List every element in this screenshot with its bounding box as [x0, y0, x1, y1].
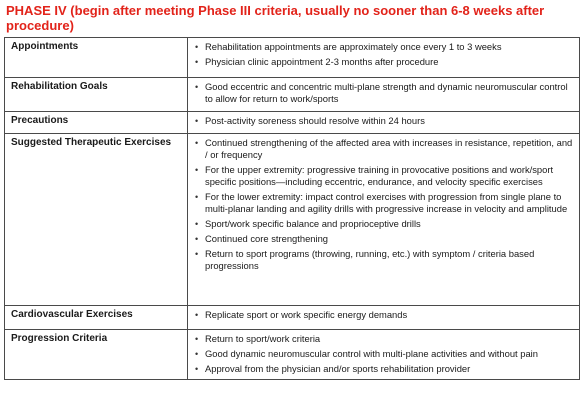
list-item — [194, 348, 573, 360]
list-item — [194, 137, 573, 161]
list-item-text: Continued core strengthening — [205, 233, 329, 244]
bullet-list — [194, 137, 573, 272]
list-item-text: Continued strengthening of the affected area with increases in resistance, repetition, and / or frequency — [205, 137, 573, 160]
list-item-text: Return to sport programs (throwing, running, etc.) with symptom / criteria based progressions — [205, 248, 535, 271]
list-item-text: Sport/work specific balance and proprioceptive drills — [205, 218, 421, 229]
row-label: Precautions — [5, 112, 188, 134]
bullet-icon: • — [195, 57, 199, 67]
bullet-icon: • — [195, 334, 199, 344]
row-label: Suggested Therapeutic Exercises — [5, 134, 188, 306]
list-item — [194, 41, 573, 53]
list-item — [194, 218, 573, 230]
bullet-icon: • — [195, 219, 199, 229]
list-item-text: Good eccentric and concentric multi-plane strength and dynamic neuromuscular control to allow for return to work/sports — [205, 81, 568, 104]
list-item — [194, 309, 573, 321]
bullet-icon: • — [195, 192, 199, 202]
list-item — [194, 333, 573, 345]
table-row — [5, 330, 580, 380]
list-item — [194, 56, 573, 68]
bullet-icon: • — [195, 116, 199, 126]
list-item-text: Approval from the physician and/or sports rehabilitation provider — [205, 363, 471, 374]
protocol-table-body — [5, 38, 580, 380]
list-item-text: Replicate sport or work specific energy demands — [205, 309, 408, 320]
list-item — [194, 363, 573, 375]
table-row — [5, 38, 580, 78]
row-label: Rehabilitation Goals — [5, 78, 188, 112]
bullet-list — [194, 115, 573, 127]
bullet-icon: • — [195, 249, 199, 259]
bullet-list — [194, 333, 573, 375]
table-row — [5, 78, 580, 112]
bullet-icon: • — [195, 165, 199, 175]
list-item-text: Post-activity soreness should resolve within 24 hours — [205, 115, 425, 126]
row-label: Progression Criteria — [5, 330, 188, 380]
row-items — [188, 78, 580, 112]
list-item-text: Good dynamic neuromuscular control with multi-plane activities and without pain — [205, 348, 538, 359]
bullet-list — [194, 41, 573, 68]
list-item — [194, 248, 573, 272]
bullet-icon: • — [195, 364, 199, 374]
list-item — [194, 115, 573, 127]
phase-title: PHASE IV (begin after meeting Phase III criteria, usually no sooner than 6-8 weeks after procedure) — [6, 3, 545, 33]
bullet-icon: • — [195, 234, 199, 244]
list-item-text: For the upper extremity: progressive training in provocative positions and work/sport specific positions—including eccentric, endurance, and velocity specific exercises — [205, 164, 554, 187]
list-item-text: Physician clinic appointment 2-3 months after procedure — [205, 56, 439, 67]
row-items — [188, 306, 580, 330]
row-items — [188, 112, 580, 134]
row-items — [188, 134, 580, 306]
list-item-text: Return to sport/work criteria — [205, 333, 321, 344]
bullet-icon: • — [195, 42, 199, 52]
list-item — [194, 81, 573, 105]
bullet-icon: • — [195, 82, 199, 92]
row-label: Cardiovascular Exercises — [5, 306, 188, 330]
list-item — [194, 164, 573, 188]
protocol-table — [4, 37, 580, 380]
bullet-icon: • — [195, 349, 199, 359]
list-item-text: Rehabilitation appointments are approximately once every 1 to 3 weeks — [205, 41, 502, 52]
bullet-list — [194, 309, 573, 321]
table-row — [5, 306, 580, 330]
table-row — [5, 134, 580, 306]
list-item — [194, 191, 573, 215]
bullet-list — [194, 81, 573, 105]
list-item — [194, 233, 573, 245]
list-item-text: For the lower extremity: impact control exercises with progression from single plane to multi-planar landing and agility drills with progressive increase in velocity and amplitude — [205, 191, 568, 214]
row-items — [188, 330, 580, 380]
row-label: Appointments — [5, 38, 188, 78]
bullet-icon: • — [195, 138, 199, 148]
table-row — [5, 112, 580, 134]
bullet-icon: • — [195, 310, 199, 320]
row-items — [188, 38, 580, 78]
